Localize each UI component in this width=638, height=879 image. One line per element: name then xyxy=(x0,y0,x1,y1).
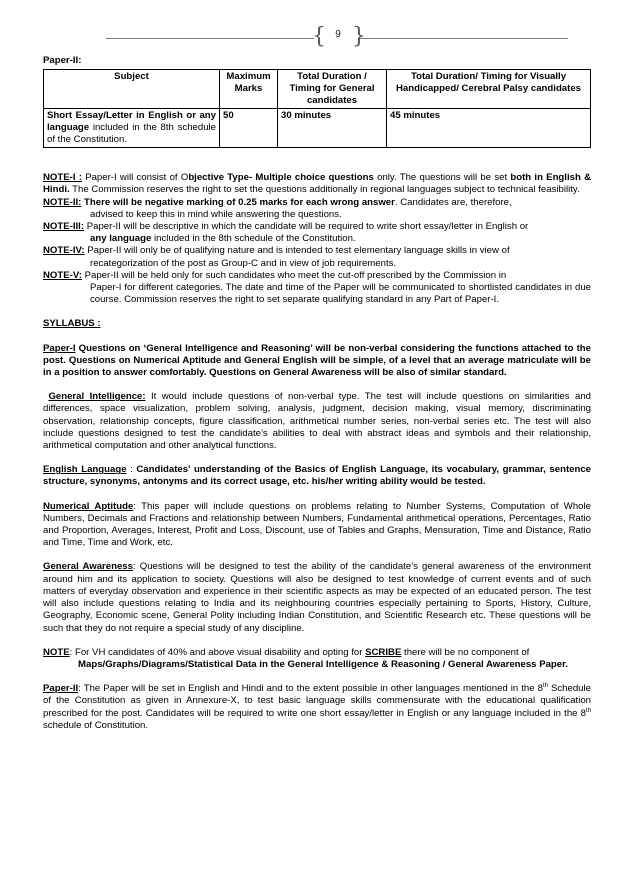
vh-note-a: : For VH candidates of 40% and above visual disability and opting for xyxy=(69,646,366,658)
syllabus-paper1 xyxy=(43,343,591,380)
cell-subject xyxy=(44,109,220,148)
cell-vh: 45 minutes xyxy=(387,109,591,148)
numerical-aptitude xyxy=(43,501,591,550)
note-4-cont: recategorization of the post as Group-C and in view of job requirements. xyxy=(90,257,397,269)
note-5-label: NOTE-V: xyxy=(43,269,82,281)
cell-general: 30 minutes xyxy=(278,109,387,148)
el-text: Candidates' understanding of the Basics of English Language, its vocabulary, grammar, sentence structure, synonyms, antonyms and its correct usage, etc. his/her writing ability would be tested. xyxy=(43,464,592,488)
table-header-row xyxy=(44,70,591,109)
paper2-b: Schedule of the Constitution as given in Annexure-X, to test basic language skills commensurate with the educational qualification prescribed for the post. Candidates will be required to write one short essay/letter in English or any language included in the 8 xyxy=(43,683,591,719)
note-5-a: Paper-II will be held only for such candidates who meet the cut-off prescribed by the Commission in xyxy=(81,269,507,281)
vh-note-scribe: SCRIBE xyxy=(365,646,402,658)
note-1-b: bjective Type- Multiple choice questions xyxy=(188,172,374,184)
table-row xyxy=(44,109,591,148)
note-4 xyxy=(43,245,591,257)
vh-note xyxy=(43,647,591,659)
note-2-label: NOTE-II: xyxy=(43,196,82,208)
col-header-marks: Maximum Marks xyxy=(220,70,278,109)
vh-note-cont: Maps/Graphs/Diagrams/Statistical Data in the General Intelligence & Reasoning / General Awareness Paper. xyxy=(78,658,568,670)
note-1-d: both in English & Hindi. xyxy=(43,172,591,196)
note-1-a: Paper-I will consist of O xyxy=(81,172,189,184)
el-label: English Language xyxy=(43,464,127,476)
note-2-cont: advised to keep this in mind while answering the questions. xyxy=(90,208,342,220)
note-3 xyxy=(43,221,591,233)
note-1-label: NOTE-I : xyxy=(43,172,82,184)
note-4-a: Paper-II will only be of qualifying nature and is intended to test elementary language skills in view of xyxy=(84,245,510,257)
col-header-vh: Total Duration/ Timing for Visually Handicapped/ Cerebral Palsy candidates xyxy=(387,70,591,109)
paper2-sup2: th xyxy=(585,707,591,714)
paper1-label: Paper-I xyxy=(43,342,76,354)
paper2-label: Paper-II xyxy=(43,683,79,695)
paper2-sup1: th xyxy=(542,682,548,689)
header-brace-left: { xyxy=(312,24,326,49)
note-4-label: NOTE-IV: xyxy=(43,245,85,257)
note-1-e: The Commission reserves the right to set the questions additionally in regional languages subject to technical feasibility. xyxy=(69,184,580,196)
page-content xyxy=(43,55,591,732)
paper2-heading: Paper-II: xyxy=(43,55,82,66)
note-5-cont: Paper-I for different categories. The date and time of the Paper will be communicated to shortlisted candidates in due course. Commission reserves the right to set separate qualifying standard in any Part of Paper-I. xyxy=(90,282,591,306)
english-language xyxy=(43,464,591,488)
vh-note-label: NOTE xyxy=(43,646,70,658)
general-awareness xyxy=(43,561,591,634)
subject-bold: Short Essay/Letter in English or any language xyxy=(47,110,216,134)
syllabus-heading: SYLLABUS : xyxy=(43,318,101,330)
note-2-a: There will be negative marking of 0.25 marks for each wrong answer xyxy=(81,196,395,208)
note-3-a: Paper-II will be descriptive in which the candidate will be required to write short essay/letter in English or xyxy=(84,221,529,233)
col-header-subject: Subject xyxy=(44,70,220,109)
page-number: 9 xyxy=(335,29,341,40)
el-sep: : xyxy=(126,464,137,476)
syllabus-paper2 xyxy=(43,683,591,732)
note-1-c: only. The questions will be set xyxy=(373,172,511,184)
note-5 xyxy=(43,270,591,282)
note-3-label: NOTE-III: xyxy=(43,221,85,233)
na-label: Numerical Aptitude xyxy=(43,500,134,512)
col-header-general: Total Duration / Timing for General candidates xyxy=(278,70,387,109)
note-3-c: included in the 8th schedule of the Constitution. xyxy=(151,233,356,245)
cell-marks: 50 xyxy=(220,109,278,148)
general-intelligence xyxy=(43,391,591,452)
note-3-b: any language xyxy=(90,233,152,245)
header-brace-right: } xyxy=(352,24,366,49)
gi-label: General Intelligence: xyxy=(48,391,146,403)
vh-note-b: there will be no component of xyxy=(401,646,530,658)
gi-text: It would include questions of non-verbal type. The test will include questions on similarities and differences, space visualization, problem solving, analysis, judgment, decision making, visual memory, discriminating observation, relationship concepts, figure classification, arithmetical number series, non-verbal series etc. The test will also include questions designed to test the candidate’s abilities to deal with abstract ideas and symbols and their relationship, arithmetical computation and other analytical functions. xyxy=(43,391,591,452)
header-rule-right xyxy=(360,38,568,39)
paper2-table xyxy=(43,69,591,148)
note-3-cont xyxy=(43,233,591,245)
ga-label: General Awareness xyxy=(43,561,133,573)
paper2-a: : The Paper will be set in English and Hindi and to the extent possible in other languages mentioned in the 8 xyxy=(78,683,543,695)
header-rule-left xyxy=(106,38,314,39)
paper1-text: Questions on ‘General Intelligence and Reasoning’ will be non-verbal considering the functions attached to the post. Questions on Numerical Aptitude and General English will be simple, of a level that an average matriculate will be in a position to answer comfortably. Questions on General Awareness will be also of similar standard. xyxy=(43,342,591,379)
note-1 xyxy=(43,172,591,196)
note-2 xyxy=(43,197,591,209)
ga-text: : Questions will be designed to test the ability of the candidate’s general awareness of the environment around him and its application to society. Questions will also be designed to test knowledge of current events and of such matters of everyday observation and experience in their scientific aspects as may be expected of an educated person. The test will also include questions relating to India and its neighbouring countries especially pertaining to Sports, History, Culture, Geography, Economic scene, General Polity including Indian Constitution, and Scientific Research etc. These questions will be such that they do not require a special study of any discipline. xyxy=(43,561,591,634)
note-2-b: . Candidates are, therefore, xyxy=(394,196,512,208)
paper2-c: schedule of Constitution. xyxy=(43,719,149,731)
subject-rest: included in the 8th schedule of the Constitution. xyxy=(47,122,216,146)
na-text: : This paper will include questions on problems relating to Number Systems, Computation of Whole Numbers, Decimals and Fractions and relationship between Numbers, Fundamental arithmetical operations, Percentages, Ratio and Proportion, Averages, Interest, Profit and Loss, Discount, use of Tables and Graphs, Mensuration, Time and Distance, Ratio and Time, Time and Work, etc. xyxy=(43,500,591,549)
